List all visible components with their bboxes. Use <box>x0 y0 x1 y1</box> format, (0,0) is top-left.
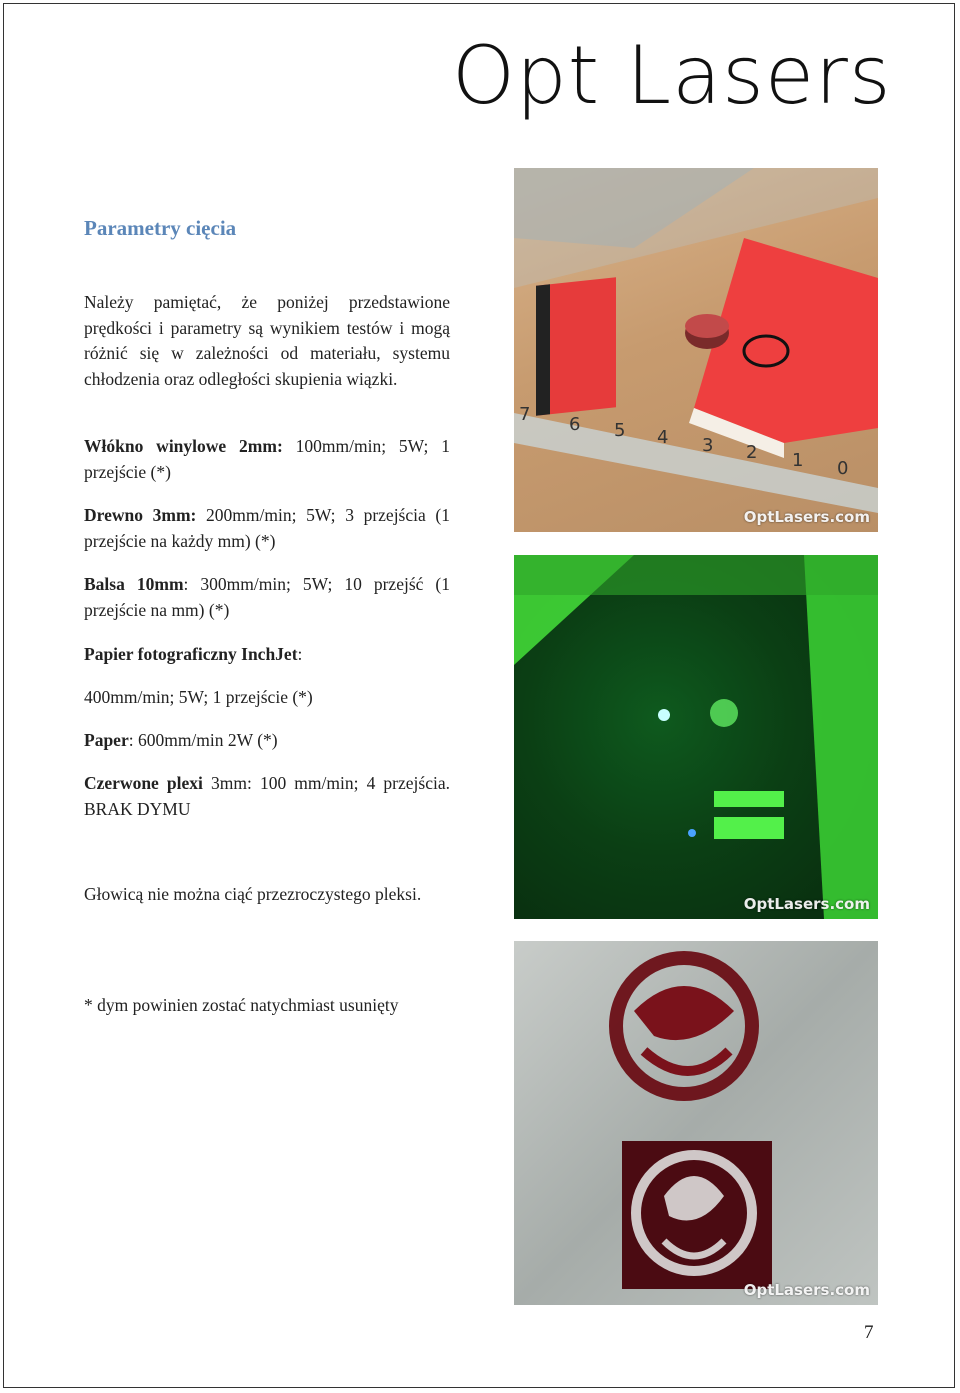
watermark: OptLasers.com <box>743 895 870 913</box>
param-text: : 300mm/min; 5W; 10 przejść (1 przejście na mm) (*) <box>84 574 450 620</box>
param-text: 100mm/min; 5W; 1 przejście (*) <box>84 436 451 482</box>
param-text: 400mm/min; 5W; 1 przejście (*) <box>84 687 313 707</box>
footnote: * dym powinien zostać natychmiast usunięty <box>84 995 399 1015</box>
param-label: Włókno winylowe 2mm: <box>84 436 283 456</box>
param-balsa <box>84 572 450 623</box>
param-text: 3mm: 100 mm/min; 4 przejścia. BRAK DYMU <box>84 773 450 819</box>
param-red-plexi <box>84 771 450 822</box>
ruler-digit: 0 <box>837 458 849 479</box>
ruler-digit: 3 <box>702 435 714 456</box>
param-text: 200mm/min; 5W; 3 przejścia (1 przejście na każdy mm) (*) <box>84 505 450 551</box>
intro-paragraph: Należy pamiętać, że poniżej przedstawione prędkości i parametry są wynikiem testów i mogą różnić się w zależności od materiału, systemu chłodzenia oraz odległości skupienia wiązki. <box>84 292 450 389</box>
photo-red-plexi-cuts <box>514 941 878 1305</box>
param-label: Paper <box>84 730 129 750</box>
watermark: OptLasers.com <box>743 508 870 526</box>
laser-engraving-illustration <box>514 555 878 919</box>
ruler-digit: 1 <box>792 450 804 471</box>
param-label: Czerwone plexi <box>84 773 203 793</box>
cut-samples-illustration <box>514 168 878 532</box>
red-plexi-illustration <box>514 941 878 1305</box>
param-label: Drewno 3mm: <box>84 505 197 525</box>
watermark: OptLasers.com <box>743 1281 870 1299</box>
photo-laser-engraving <box>514 555 878 919</box>
page-number: 7 <box>864 1322 874 1343</box>
section-heading: Parametry cięcia <box>84 216 237 240</box>
param-label: Balsa 10mm <box>84 574 184 594</box>
param-wood <box>84 503 450 554</box>
param-label: Papier fotograficzny InchJet <box>84 644 298 664</box>
param-paper <box>84 728 450 754</box>
photo-cut-samples <box>514 168 878 532</box>
brand-title: Opt Lasers <box>452 29 892 122</box>
ruler-digit: 5 <box>614 420 626 441</box>
ruler-digit: 2 <box>746 442 758 463</box>
param-vinyl-fiber <box>84 434 450 485</box>
ruler-digit: 7 <box>519 404 531 425</box>
param-photo-paper-values <box>84 685 450 711</box>
head-note: Głowicą nie można ciąć przezroczystego pleksi. <box>84 884 422 904</box>
ruler-digit: 6 <box>569 414 581 435</box>
param-text: : 600mm/min 2W (*) <box>128 730 278 750</box>
param-photo-paper <box>84 642 450 668</box>
param-text: : <box>297 644 303 664</box>
ruler-digit: 4 <box>657 427 669 448</box>
